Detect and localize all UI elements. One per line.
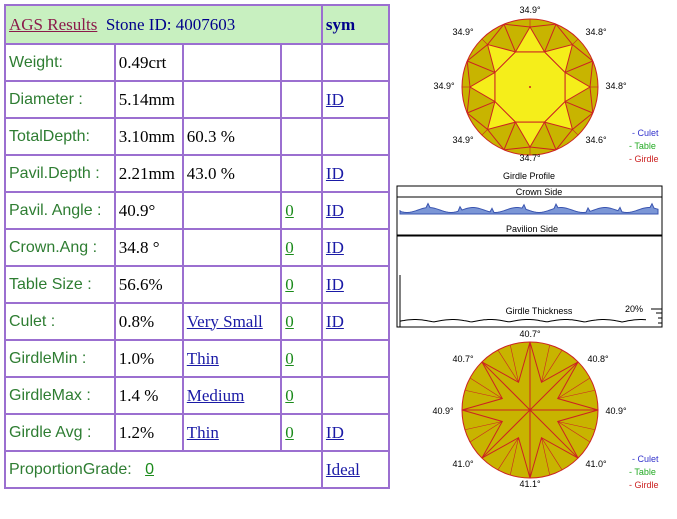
- row-score-link[interactable]: 0: [285, 385, 294, 405]
- legend-culet-2: - Culet: [632, 454, 659, 464]
- row-value: 3.10mm: [118, 126, 175, 146]
- proportion-grade-label: ProportionGrade:: [9, 460, 132, 478]
- row-label: Crown.Ang :: [9, 238, 98, 256]
- row-label: TotalDepth:: [9, 127, 90, 145]
- row-id-link[interactable]: ID: [325, 274, 344, 294]
- proportion-grade-cell: [5, 451, 322, 488]
- row-extra[interactable]: Medium: [186, 385, 245, 405]
- legend-culet: - Culet: [632, 128, 659, 138]
- row-extra[interactable]: Very Small: [186, 311, 263, 331]
- girdle-thickness-pct: 20%: [624, 304, 644, 314]
- crown-angle-label: 34.8°: [585, 27, 607, 37]
- row-value: 1.0%: [118, 348, 155, 368]
- row-value: 34.8 °: [118, 237, 160, 257]
- row-label: Diameter :: [9, 90, 83, 108]
- pavilion-angle-label: 40.9°: [605, 406, 627, 416]
- result-row: [5, 303, 389, 340]
- crown-angle-label: 34.9°: [452, 27, 474, 37]
- row-label: Culet :: [9, 312, 56, 330]
- row-value: 5.14mm: [118, 89, 175, 109]
- result-row: [5, 118, 389, 155]
- pavilion-angle-label: 40.7°: [452, 354, 474, 364]
- row-label: Weight:: [9, 53, 63, 71]
- proportion-score-link[interactable]: 0: [145, 460, 154, 478]
- pavilion-angle-label: 41.1°: [519, 479, 541, 489]
- crown-angle-label: 34.8°: [605, 81, 627, 91]
- girdle-thickness-label: Girdle Thickness: [505, 306, 573, 316]
- legend-girdle: - Girdle: [629, 154, 659, 164]
- row-label: Girdle Avg :: [9, 423, 92, 441]
- row-score-link[interactable]: 0: [285, 237, 294, 257]
- crown-angle-label: 34.7°: [519, 153, 541, 163]
- result-row: [5, 340, 389, 377]
- results-table: [4, 4, 390, 489]
- legend-girdle-2: - Girdle: [629, 480, 659, 490]
- row-score-link[interactable]: 0: [285, 422, 294, 442]
- crown-side-label: Crown Side: [515, 187, 563, 197]
- pavilion-angle-label: 40.8°: [587, 354, 609, 364]
- row-id-link[interactable]: ID: [325, 237, 344, 257]
- result-row: [5, 81, 389, 118]
- crown-angle-label: 34.9°: [433, 81, 455, 91]
- crown-diagram: [418, 4, 677, 166]
- result-row: [5, 44, 389, 81]
- row-label: Pavil.Depth :: [9, 164, 100, 182]
- row-extra[interactable]: Thin: [186, 348, 219, 368]
- girdle-profile-title: Girdle Profile: [502, 171, 556, 181]
- stone-id-label: Stone ID:: [105, 14, 172, 34]
- pavilion-angle-label: 41.0°: [452, 459, 474, 469]
- row-id-link[interactable]: ID: [325, 89, 344, 109]
- row-id-link[interactable]: ID: [325, 422, 344, 442]
- crown-angle-label: 34.6°: [585, 135, 607, 145]
- crown-angle-label: 34.9°: [452, 135, 474, 145]
- result-row: [5, 192, 389, 229]
- result-row: [5, 266, 389, 303]
- row-value: 0.8%: [118, 311, 155, 331]
- pavilion-angle-label: 41.0°: [585, 459, 607, 469]
- pavilion-diagram: [418, 330, 677, 495]
- legend-table-2: - Table: [629, 467, 656, 477]
- girdle-profile: [396, 168, 664, 330]
- row-extra[interactable]: Thin: [186, 422, 219, 442]
- row-value: 2.21mm: [118, 163, 175, 183]
- ags-results-link[interactable]: AGS Results: [9, 14, 98, 34]
- row-score-link[interactable]: 0: [285, 348, 294, 368]
- row-label: Table Size :: [9, 275, 92, 293]
- row-extra: 43.0 %: [186, 163, 235, 183]
- result-row: [5, 155, 389, 192]
- pavilion-side-label: Pavilion Side: [505, 224, 559, 234]
- pavilion-angle-label: 40.7°: [519, 330, 541, 339]
- row-value: 1.2%: [118, 422, 155, 442]
- ideal-grade-link[interactable]: Ideal: [325, 459, 360, 479]
- row-score-link[interactable]: 0: [285, 311, 294, 331]
- header-cell: [5, 5, 322, 44]
- sym-header: sym: [322, 5, 389, 44]
- row-label: GirdleMax :: [9, 386, 91, 404]
- crown-angle-label: 34.9°: [519, 5, 541, 15]
- row-score-link[interactable]: 0: [285, 274, 294, 294]
- legend-table: - Table: [629, 141, 656, 151]
- row-id-link[interactable]: ID: [325, 311, 344, 331]
- row-label: Pavil. Angle :: [9, 201, 102, 219]
- result-row: [5, 377, 389, 414]
- row-value: 56.6%: [118, 274, 163, 294]
- row-id-link[interactable]: ID: [325, 200, 344, 220]
- pavilion-angle-label: 40.9°: [432, 406, 454, 416]
- result-row: [5, 414, 389, 451]
- row-value: 1.4 %: [118, 385, 159, 405]
- row-label: GirdleMin :: [9, 349, 87, 367]
- stone-id: 4007603: [175, 14, 236, 34]
- row-value: 0.49crt: [118, 52, 167, 72]
- row-extra: 60.3 %: [186, 126, 235, 146]
- row-score-link[interactable]: 0: [285, 200, 294, 220]
- result-row: [5, 229, 389, 266]
- row-value: 40.9°: [118, 200, 156, 220]
- row-id-link[interactable]: ID: [325, 163, 344, 183]
